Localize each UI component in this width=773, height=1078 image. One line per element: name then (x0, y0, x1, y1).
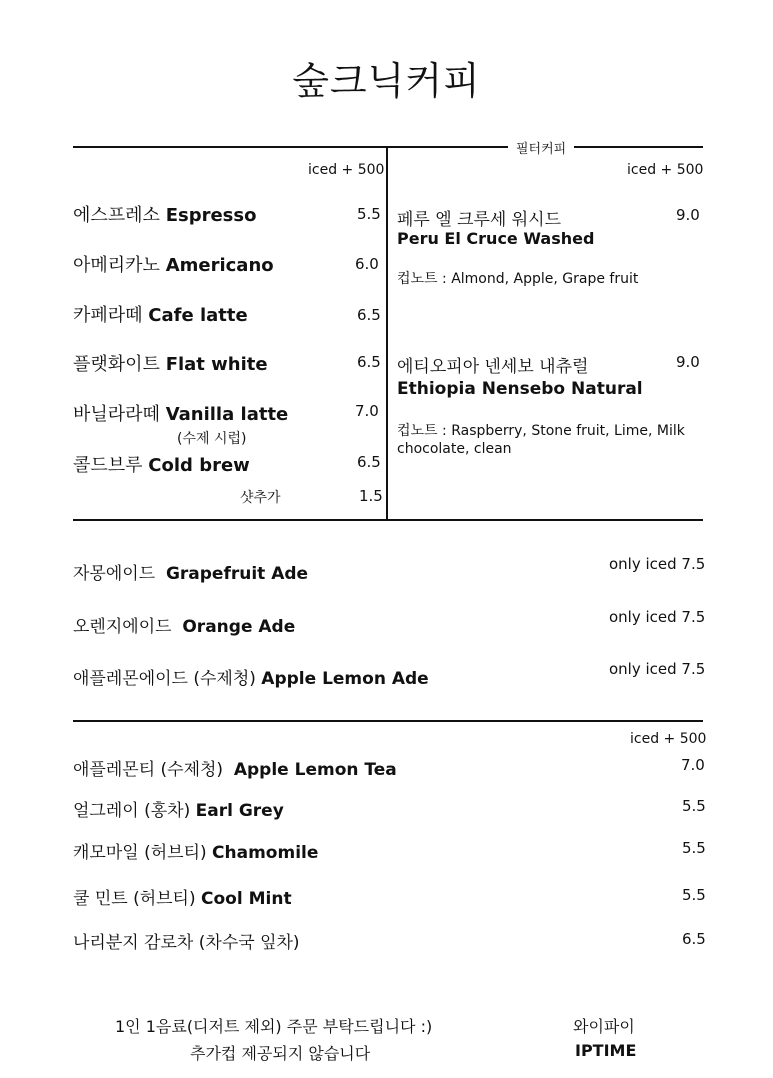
filter-price: 9.0 (676, 353, 700, 371)
tea-item: 애플레몬티 (수제청) Apple Lemon Tea (73, 760, 397, 780)
coffee-item: 카페라떼 Cafe latte (73, 305, 248, 326)
ade-item: 자몽에이드 Grapefruit Ade (73, 564, 309, 584)
coffee-item: 에스프레소 Espresso (73, 205, 257, 226)
tea-price: 5.5 (682, 797, 706, 815)
coffee-price: 5.5 (357, 205, 381, 223)
extra-shot-price: 1.5 (359, 487, 383, 505)
tea-price: 5.5 (682, 839, 706, 857)
filter-item-kr: 에티오피아 넨세보 내츄럴 (397, 357, 589, 377)
ade-price: only iced 7.5 (609, 608, 706, 626)
tea-item: 얼그레이 (홍차) Earl Grey (73, 801, 284, 821)
order-notice: 1인 1음료(디저트 제외) 주문 부탁드립니다 :) (115, 1017, 433, 1036)
tea-iced-note: iced + 500 (630, 731, 707, 747)
filter-item-en: Peru El Cruce Washed (397, 229, 595, 248)
wifi-label: 와이파이 (573, 1017, 635, 1036)
column-divider (386, 146, 388, 521)
filter-cup-notes-cont: chocolate, clean (397, 441, 512, 457)
wifi-name: IPTIME (575, 1041, 637, 1060)
ade-price: only iced 7.5 (609, 660, 706, 678)
filter-iced-note: iced + 500 (627, 162, 704, 178)
extra-shot-label: 샷추가 (240, 490, 281, 506)
ade-item: 오렌지에이드 Orange Ade (73, 617, 296, 637)
coffee-iced-note: iced + 500 (308, 162, 385, 178)
coffee-item: 바닐라라떼 Vanilla latte (73, 404, 289, 425)
menu-title: 숲크닉커피 (292, 59, 481, 103)
tea-divider (73, 720, 703, 722)
coffee-item: 콜드브루 Cold brew (73, 455, 250, 476)
coffee-price: 7.0 (355, 402, 379, 420)
tea-item: 캐모마일 (허브티) Chamomile (73, 843, 319, 863)
ade-price: only iced 7.5 (609, 555, 706, 573)
tea-price: 7.0 (681, 756, 705, 774)
filter-price: 9.0 (676, 206, 700, 224)
tea-price: 5.5 (682, 886, 706, 904)
coffee-price: 6.5 (357, 353, 381, 371)
coffee-item: 아메리카노 Americano (73, 255, 274, 276)
ade-item: 애플레몬에이드 (수제청) Apple Lemon Ade (73, 669, 429, 689)
coffee-subnote: (수제 시럽) (177, 431, 247, 447)
tea-price: 6.5 (682, 930, 706, 948)
filter-section-label: 필터커피 (508, 138, 574, 157)
coffee-bottom-divider (73, 519, 703, 521)
filter-item-kr: 페루 엘 크루세 워시드 (397, 210, 562, 230)
filter-item-en: Ethiopia Nensebo Natural (397, 379, 643, 399)
coffee-price: 6.0 (355, 255, 379, 273)
coffee-price: 6.5 (357, 453, 381, 471)
filter-cup-notes: 컵노트 : Raspberry, Stone fruit, Lime, Milk (397, 423, 685, 439)
cup-notice: 추가컵 제공되지 않습니다 (190, 1044, 371, 1063)
filter-cup-notes: 컵노트 : Almond, Apple, Grape fruit (397, 271, 639, 287)
coffee-item: 플랫화이트 Flat white (73, 354, 268, 375)
tea-item: 나리분지 감로차 (차수국 잎차) (73, 933, 300, 953)
tea-item: 쿨 민트 (허브티) Cool Mint (73, 889, 292, 909)
coffee-price: 6.5 (357, 306, 381, 324)
top-divider (73, 146, 703, 148)
